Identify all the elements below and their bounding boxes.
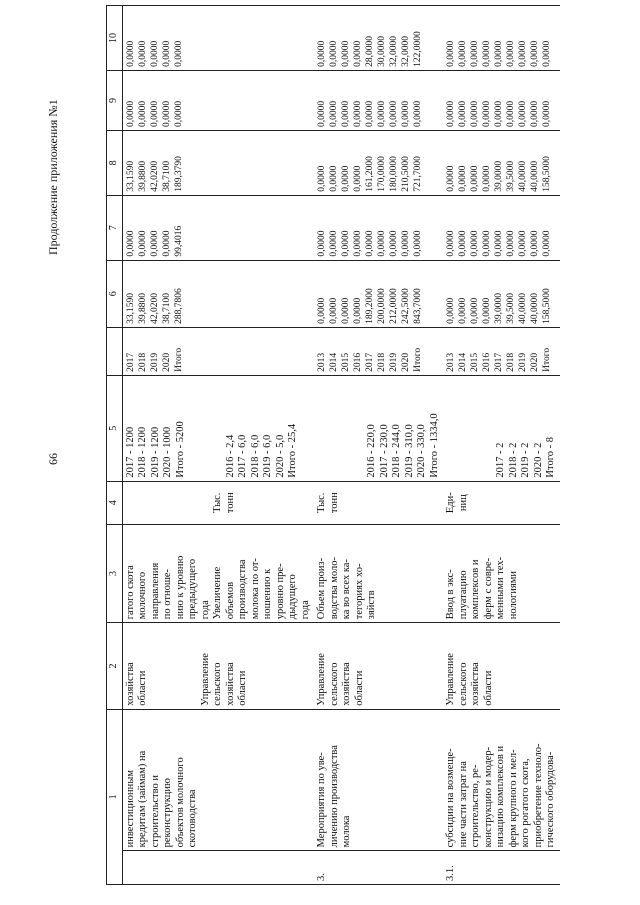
responsible-org: хозяйства области Управление сельского хозяйства области bbox=[122, 623, 314, 709]
header-col-6: 6 bbox=[107, 260, 123, 327]
funding-col-9: 0,0000 0,0000 0,0000 0,0000 0,0000 0,0000 0,0000 0,0000 0,0000 bbox=[314, 70, 443, 130]
target-values: 2017 - 1200 2018 - 1200 2019 - 1200 2020 - 1000 Итого - 5200 2016 - 2,4 2017 - 6,0 2018 - 6,0 2019 - 6,0 2020 - 5,0 Итого - 25,4 bbox=[122, 375, 314, 481]
header-col-year bbox=[107, 327, 123, 375]
measure-name: субсидии на возмеще- ние части затрат на строительство, ре- конструкцию и модер- низацию комплексов и ферм крупного и мел- кого рогатого скота, приобретение техноло- гического оборудова- bbox=[443, 709, 560, 851]
header-col-10: 10 bbox=[107, 6, 123, 71]
page-number: 66 bbox=[46, 453, 60, 465]
table-row bbox=[122, 6, 314, 885]
appendix-continuation-title: Продолжение приложения №1 bbox=[46, 99, 60, 255]
funding-col-6: 33,1590 39,8800 42,0200 38,7100 288,7806 bbox=[122, 260, 314, 327]
header-col-1: 1 bbox=[107, 709, 123, 884]
funding-col-10: 0,0000 0,0000 0,0000 0,0000 0,0000 0,0000 0,0000 0,0000 0,0000 bbox=[443, 6, 560, 71]
table-header bbox=[107, 6, 123, 885]
program-table bbox=[106, 5, 560, 885]
funding-years: 2017 2018 2019 2020 Итого bbox=[122, 327, 314, 375]
unit: Еди- ниц bbox=[443, 481, 560, 524]
row-index: 3. bbox=[314, 851, 443, 885]
header-col-3: 3 bbox=[107, 524, 123, 622]
funding-col-7: 0,0000 0,0000 0,0000 0,0000 0,0000 0,0000 0,0000 0,0000 0,0000 bbox=[314, 195, 443, 260]
funding-col-9: 0,0000 0,0000 0,0000 0,0000 0,0000 0,0000 0,0000 0,0000 0,0000 bbox=[443, 70, 560, 130]
funding-col-9: 0,0000 0,0000 0,0000 0,0000 0,0000 bbox=[122, 70, 314, 130]
indicator-name: Объем произ- водства моло- ка во всех ка- тегориях хо- зяйств bbox=[314, 524, 443, 622]
funding-col-7: 0,0000 0,0000 0,0000 0,0000 0,0000 0,0000 0,0000 0,0000 0,0000 bbox=[443, 195, 560, 260]
target-values: 2016 - 220,0 2017 - 230,0 2018 - 244,0 2019 - 310,0 2020 - 330,0 Итого - 1334,0 bbox=[314, 375, 443, 481]
funding-years: 2013 2014 2015 2016 2017 2018 2019 2020 Итого bbox=[443, 327, 560, 375]
funding-col-8: 33,1590 39,8800 42,0200 38,7100 189,3790 bbox=[122, 130, 314, 195]
funding-col-6: 0,0000 0,0000 0,0000 0,0000 39,0000 39,5000 40,0000 40,0000 158,5000 bbox=[443, 260, 560, 327]
responsible-org: Управление сельского хозяйства области bbox=[443, 623, 560, 709]
funding-years: 2013 2014 2015 2016 2017 2018 2019 2020 Итого bbox=[314, 327, 443, 375]
funding-col-8: 0,0000 0,0000 0,0000 0,0000 161,2000 170,0000 180,0000 210,5000 721,7000 bbox=[314, 130, 443, 195]
funding-col-8: 0,0000 0,0000 0,0000 0,0000 39,0000 39,5000 40,0000 40,0000 158,5000 bbox=[443, 130, 560, 195]
header-col-7: 7 bbox=[107, 195, 123, 260]
measure-name: инвестиционным кредитам (займам) на строительство и реконструкцию объектов молочного скотоводства bbox=[122, 709, 314, 851]
measure-name: Мероприятия по уве- личению производства молока bbox=[314, 709, 443, 851]
header-col-8: 8 bbox=[107, 130, 123, 195]
indicator-name: гатого скота молочного направления по отноше- нию к уровню предыдущего года Увеличение объемов производства молока по от- ношению к уровню пре- дыдущего года bbox=[122, 524, 314, 622]
funding-col-7: 0,0000 0,0000 0,0000 0,0000 99,4016 bbox=[122, 195, 314, 260]
unit: Тыс. тонн bbox=[314, 481, 443, 524]
row-index: 3.1. bbox=[443, 851, 560, 885]
header-col-4: 4 bbox=[107, 481, 123, 524]
table-row bbox=[314, 6, 443, 885]
header-col-5: 5 bbox=[107, 375, 123, 481]
responsible-org: Управление сельского хозяйства области bbox=[314, 623, 443, 709]
target-values: 2017 - 2 2018 - 2 2019 - 2 2020 - 2 Итого - 8 bbox=[443, 375, 560, 481]
funding-col-10: 0,0000 0,0000 0,0000 0,0000 0,0000 bbox=[122, 6, 314, 71]
funding-col-10: 0,0000 0,0000 0,0000 0,0000 28,0000 30,0000 32,0000 32,0000 122,0000 bbox=[314, 6, 443, 71]
unit: Тыс. тонн bbox=[122, 481, 314, 524]
row-index bbox=[122, 851, 314, 885]
header-col-9: 9 bbox=[107, 70, 123, 130]
header-col-2: 2 bbox=[107, 623, 123, 709]
funding-col-6: 0,0000 0,0000 0,0000 0,0000 189,2000 200,0000 212,0000 242,5000 843,7000 bbox=[314, 260, 443, 327]
indicator-name: Ввод в экс- плуатацию комплексов и ферм с совре- менными тех- нологиями bbox=[443, 524, 560, 622]
table-row bbox=[443, 6, 560, 885]
